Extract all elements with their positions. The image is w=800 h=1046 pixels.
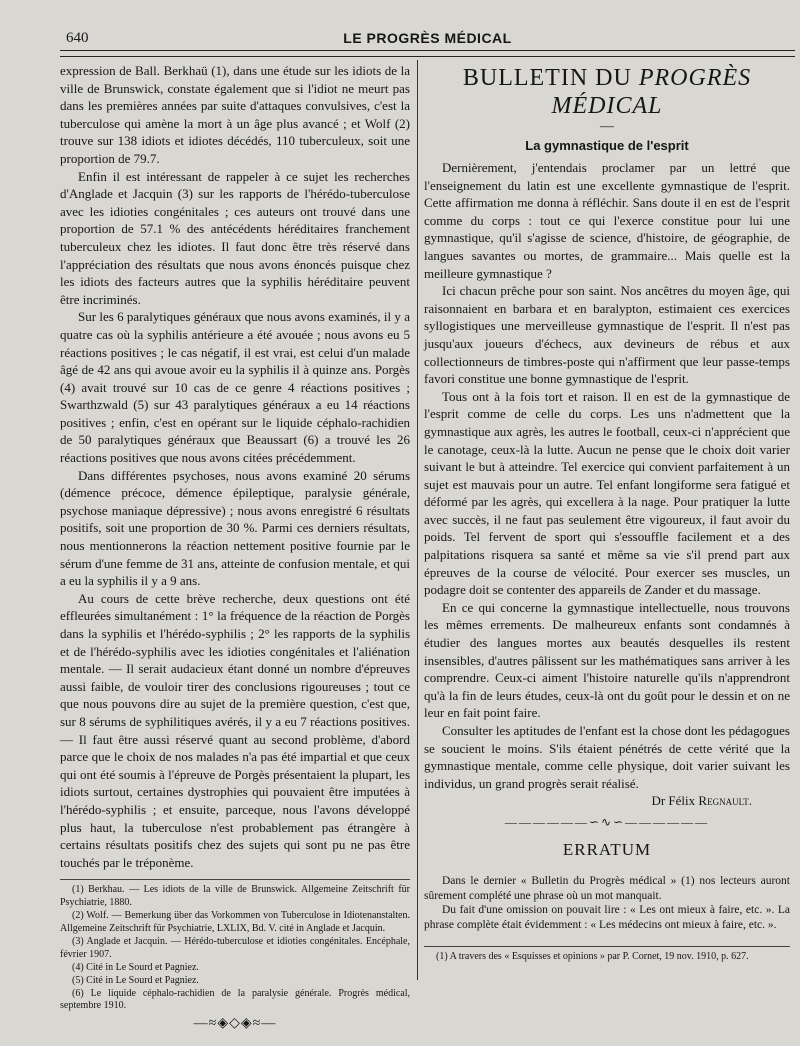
signature-name: Regnault.: [698, 793, 752, 809]
erratum-body: [424, 874, 790, 932]
left-paragraph-1: expression de Ball. Berkhaü (1), dans une étude sur les idiots de la ville de Brunswick, constate également que si l'idiot ne meurt pas dans les premières années par suite d'attaques convulsives, c'est la tuberculose qui amène la mort à un âge plus avancé ; et Wolf (2) trouve sur 138 idiots et idiotes décédés, 110 tuberculeux, soit une proportion de 79.7.: [60, 63, 410, 166]
bulletin-title-italic: PROGRÈS MÉDICAL: [551, 65, 752, 119]
erratum-paragraph-2: Du fait d'une omission on pouvait lire : « Les ont mieux à faire, etc. ». La phrase complète était évidemment : « Les médecins ont mieux à faire, etc. ».: [424, 904, 790, 931]
erratum-title: ERRATUM: [562, 840, 652, 860]
section-rule-ornament: ——————∽∿∽——————: [504, 815, 710, 830]
title-separator: —: [600, 119, 614, 134]
footnotes: [60, 879, 410, 1013]
footnote-6: (6) Le liquide céphalo-rachidien de la paralysie générale. Progrès médical, septembre 1910.: [60, 987, 410, 1012]
page-header: [60, 26, 795, 48]
erratum-footnote: (1) A travers des « Esquisses et opinions » par P. Cornet, 19 nov. 1910, p. 627.: [436, 951, 749, 963]
erratum-paragraph-1: Dans le dernier « Bulletin du Progrès médical » (1) nos lecteurs auront sûrement complété une phrase où un mot manquait.: [424, 875, 790, 902]
left-paragraph-3: Sur les 6 paralytiques généraux que nous avons examinés, il y a quatre cas où la syphilis antérieure a été avouée ; nous avons eu 5 réactions positives ; le cas négatif, il est vrai, est celui d'un malade âgé de 42 ans qui avoue avoir eu la syphilis il à quinze ans. Porgès (4) avait trouvé sur 10 cas de ce genre 4 réactions positives ; Swarthzwald (5) sur 43 paralytiques généraux a eu 14 réactions positives ; enfin, c'est en opérant sur le liquide céphalo-rachidien de 50 paralytiques généraux que Beaussart (6) a trouvé les 26 réactions positives que nous avons citées précédemment.: [60, 309, 410, 466]
article-paragraph-4: En ce qui concerne la gymnastique intellectuelle, nous trouvons les mêmes errements. De malheureux enfants sont condamnés à étudier des langues mortes aux beautés desquelles ils restent insensibles, d'autres pâlissent sur les mathématiques sans arriver à les comprendre. Ceux-ci aiment l'histoire naturelle qu'ils n'apprendront qu'à la fin de leurs études, ceux-là ont du goût pour le dessin et on ne leur en fait point faire.: [424, 599, 790, 721]
end-ornament: —≈◈◇◈≈—: [193, 1016, 277, 1032]
article-paragraph-1: Dernièrement, j'entendais proclamer par un lettré que l'enseignement du latin est une excellente gymnastique de l'esprit. Cette affirmation me donna à réfléchir. Sans doute il en est de l'esprit comme du corps : tout ce qui l'exerce constitue pour lui une gymnastique, qu'il s'agisse de science, d'histoire, de géographie, de langues savantes ou mortes, de grammaire... Mais quelle est la meilleure gymnastique ?: [424, 160, 790, 281]
bulletin-title-plain: BULLETIN DU: [462, 65, 639, 91]
signature-prefix: Dr Félix: [651, 793, 699, 809]
left-column: [60, 62, 410, 1032]
article-paragraph-2: Ici chacun prêche pour son saint. Nos ancêtres du moyen âge, qui raisonnaient en barbara et en baralypton, estimaient ces exercices syllogistiques une merveilleuse gymnastique de l'esprit. Il n'est pas jusqu'aux joueurs d'échecs, aux devineurs de rébus et aux collectionneurs de timbres-poste qui n'affirment que leur passe-temps favori constitue une bonne gymnastique de l'esprit.: [424, 283, 790, 387]
right-column: [424, 62, 790, 1022]
article-paragraph-5: Consulter les aptitudes de l'enfant est la chose dont les pédagogues se soucient le moins. S'ils étaient pénétrés de cette vérité que la gymnastique mentale, comme celle physique, doit varier suivant les individus, un grand progrès serait réalisé.: [424, 723, 790, 791]
article-paragraph-3: Tous ont à la fois tort et raison. Il en est de la gymnastique de l'esprit comme de celle du corps. Les uns n'admettent que la gymnastique aux agrès, les autres le football, ceux-ci n'apprécient que le canotage, ceux-là la lutte. Aucun ne pense que le choix doit varier suivant le but à atteindre. Tel exercice qui convient parfaitement à un sujet est mauvais pour un autre. Tel enfant longiforme sera fatigué et déformé par les agrès, qui excellera à la nage. Pour pratiquer la lutte avec succès, il ne faut pas seulement être vigoureux, il faut avoir du poids. Tel fervent de sport qui s'essouffle facilement et a des palpitations risquera sa santé et même sa vie s'il prend part aux épreuves de la course de vélocité. Pour exercer ses muscles, un podagre doit se contenter des appareils de Zander et du massage.: [424, 388, 790, 598]
left-paragraph-4: Dans différentes psychoses, nous avons examiné 20 sérums (démence précoce, démence épileptique, paralysie générale, psychose maniaque dépressive) ; nous avons enregistré 6 résultats positifs, soit une proportion de 30 %. Parmi ces derniers résultats, nous mentionnerons la réaction nettement positive fournie par le sérum d'une femme de 31 ans, atteinte de confusion mentale, et qui a eu la syphilis il y a 9 ans.: [60, 467, 410, 589]
footnote-4: (4) Cité in Le Sourd et Pagniez.: [72, 961, 199, 973]
bulletin-title: [424, 64, 790, 120]
signature: [424, 792, 790, 809]
page-number: 640: [66, 30, 89, 46]
header-double-rule: [60, 50, 795, 57]
left-paragraph-2: Enfin il est intéressant de rappeler à ce sujet les recherches d'Anglade et Jacquin (3) sur les rapports de l'hérédo-tuberculose avec les idioties congénitales ; ces auteurs ont trouvé dans une proportion de 57.1 % des antécédents héréditaires franchement tuberculeux chez les idiotes. Il faut donc être très réservé dans l'appréciation des résultats que nous avons énoncés puisque chez les idiots des facteurs autres que la syphilis héréditaire peuvent être incriminés.: [60, 168, 410, 307]
erratum-footnotes: [424, 946, 790, 964]
footnote-5: (5) Cité in Le Sourd et Pagniez.: [72, 974, 199, 986]
column-divider: [417, 60, 418, 980]
running-head: LE PROGRÈS MÉDICAL: [343, 30, 512, 46]
left-paragraph-5: Au cours de cette brève recherche, deux questions ont été effleurées simultanément : 1° la fréquence de la réaction de Porgès dans la syphilis et l'hérédo-syphilis ; 2° les rapports de la syphilis et de l'hérédo-syphilis avec les idioties congénitales et l'aliénation mentale. — Il serait audacieux étant donné un nombre d'épreuves aussi faible, de vouloir tirer des conclusions rigoureuses ; tout ce que nous pouvons dire au sujet de la première question, c'est que, sur 8 sérums de syphilitiques avérés, il y a eu 7 réactions positives. — Il faut être aussi réservé quant au second problème, d'abord parce que le choix de nos malades n'a pas été impartial et que ceux qui ont été soumis à l'épreuve de Porgès présentaient la plupart, les idiots surtout, certaines dystrophies qui pouvaient être imputées à l'hérédo-syphilis ; et ensuite, parceque, nous l'avons développé plus haut, la tuberculose n'est probablement pas étrangère à certains résultats positifs chez des sujets qui sont pu ne pas être touchés par le tréponème.: [60, 590, 410, 870]
footnote-2: (2) Wolf. — Bemerkung über das Vorkommen von Tuberculose in Idiotenanstalten. Allgemeine Zeitschrift für Psychiatrie, LXLIX, Bd. V. cité in Anglade et Jacquin.: [60, 910, 410, 935]
footnote-1: (1) Berkhau. — Les idiots de la ville de Brunswick. Allgemeine Zeitschrift für Psychiatrie, 1880.: [60, 884, 410, 909]
footnote-3: (3) Anglade et Jacquin. — Hérédo-tuberculose et idioties congénitales. Encéphale, février 1907.: [60, 935, 410, 960]
article-title: La gymnastique de l'esprit: [525, 138, 689, 153]
